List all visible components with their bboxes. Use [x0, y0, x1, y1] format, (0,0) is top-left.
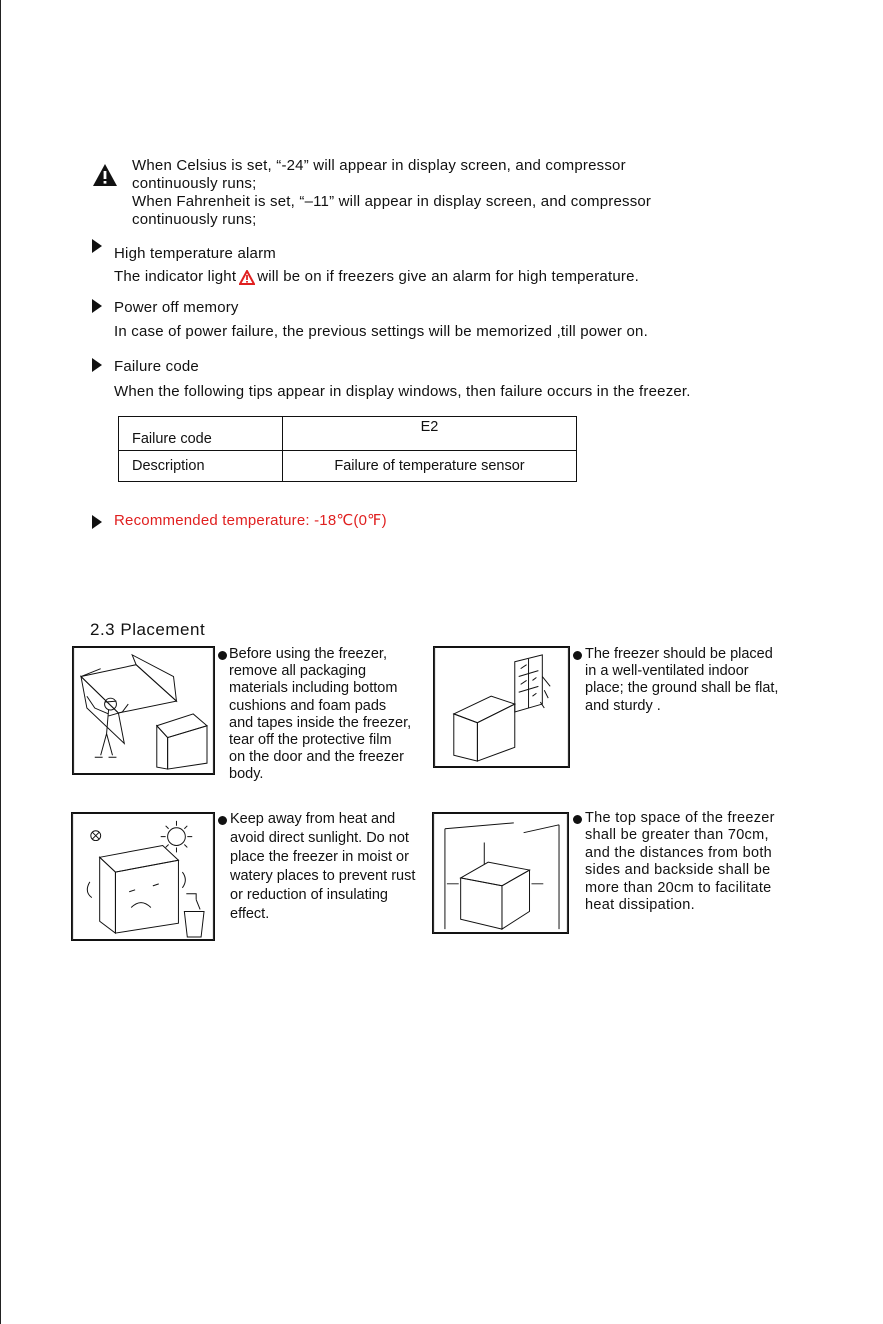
text-line: watery places to prevent rust — [230, 868, 416, 884]
placement-text-4 — [585, 810, 775, 914]
high-temp-text — [114, 268, 639, 286]
text-line: sides and backside shall be — [585, 862, 771, 879]
high-temp-text-after: will be on if freezers give an alarm for high temperature. — [257, 268, 639, 285]
warning-line-4: continuously runs; — [132, 211, 257, 228]
bullet-dot — [573, 651, 582, 660]
placement-text-1 — [229, 646, 411, 784]
freezer-clearance-illustration — [432, 812, 569, 934]
failure-heading: Failure code — [114, 358, 199, 375]
text-line: on the door and the freezer — [229, 749, 404, 766]
text-line: cushions and foam pads — [229, 697, 387, 714]
text-line: or reduction of insulating — [230, 887, 388, 903]
table-row — [119, 451, 577, 482]
triangle-bullet-icon — [92, 515, 102, 529]
freezer-sun-water-illustration — [71, 812, 215, 941]
text-line: Keep away from heat and — [230, 811, 396, 827]
text-line: and sturdy . — [585, 697, 661, 714]
failure-code-table — [118, 416, 577, 482]
high-temp-heading: High temperature alarm — [114, 245, 276, 262]
page-edge-line — [0, 0, 1, 1324]
warning-triangle-icon — [92, 163, 118, 187]
bullet-dot — [218, 651, 227, 660]
table-cell-label: Description — [119, 451, 283, 482]
power-off-heading: Power off memory — [114, 299, 239, 316]
text-line: and tapes inside the freezer, — [229, 714, 412, 731]
table-cell-value: Failure of temperature sensor — [283, 451, 577, 482]
triangle-bullet-icon — [92, 239, 102, 253]
freezer-near-window-illustration — [433, 646, 570, 768]
text-line: in a well-ventilated indoor — [585, 663, 749, 680]
text-line: body. — [229, 766, 264, 783]
power-off-text: In case of power failure, the previous settings will be memorized ,till power on. — [114, 323, 648, 340]
text-line: shall be greater than 70cm, — [585, 827, 769, 844]
unpacking-freezer-illustration — [72, 646, 215, 775]
warning-line-2: continuously runs; — [132, 175, 257, 192]
high-temp-text-before: The indicator light — [114, 268, 237, 285]
failure-text: When the following tips appear in display windows, then failure occurs in the freezer. — [114, 383, 691, 400]
table-cell-label: Failure code — [119, 417, 283, 451]
placement-text-3 — [230, 810, 415, 924]
text-line: Before using the freezer, — [229, 646, 387, 662]
triangle-bullet-icon — [92, 299, 102, 313]
text-line: avoid direct sunlight. Do not — [230, 830, 409, 846]
text-line: materials including bottom — [229, 680, 398, 697]
bullet-dot — [573, 815, 582, 824]
table-row — [119, 417, 577, 451]
text-line: place the freezer in moist or — [230, 849, 409, 865]
alarm-indicator-icon — [239, 270, 255, 285]
placement-text-2 — [585, 646, 778, 715]
recommended-temperature: Recommended temperature: -18℃(0℉) — [114, 512, 387, 529]
text-line: heat dissipation. — [585, 897, 695, 914]
text-line: The freezer should be placed — [585, 646, 773, 662]
text-line: effect. — [230, 906, 270, 922]
bullet-dot — [218, 816, 227, 825]
placement-heading: 2.3 Placement — [90, 620, 206, 639]
text-line: remove all packaging — [229, 663, 367, 680]
warning-line-1: When Celsius is set, “-24” will appear in display screen, and compressor — [132, 157, 626, 174]
triangle-bullet-icon — [92, 358, 102, 372]
table-cell-value: E2 — [283, 417, 577, 451]
warning-line-3: When Fahrenheit is set, “–11” will appear in display screen, and compressor — [132, 193, 652, 210]
text-line: tear off the protective film — [229, 732, 392, 749]
text-line: place; the ground shall be flat, — [585, 680, 779, 697]
text-line: more than 20cm to facilitate — [585, 879, 772, 896]
text-line: and the distances from both — [585, 844, 773, 861]
text-line: The top space of the freezer — [585, 810, 775, 826]
